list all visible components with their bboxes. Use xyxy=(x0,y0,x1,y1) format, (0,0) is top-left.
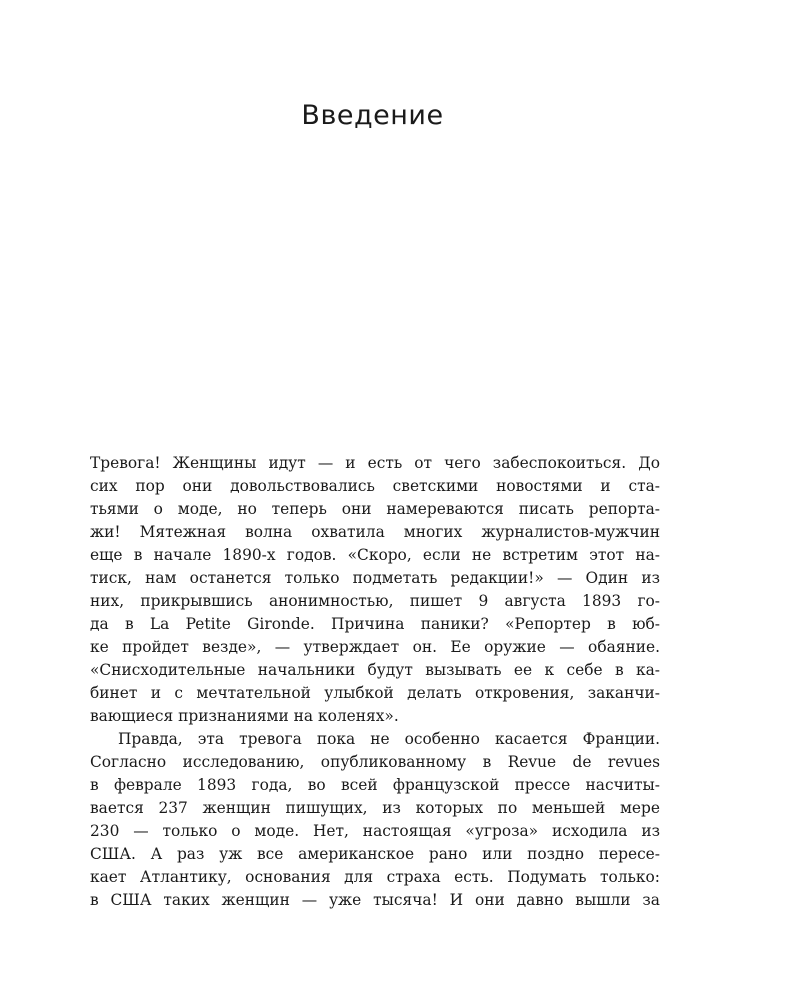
text-line: ке пройдет везде», — утверждает он. Ее оружие — обаяние. xyxy=(90,638,660,656)
text-line: тьями о моде, но теперь они намереваются писать репорта- xyxy=(90,500,660,518)
text-line: бинет и с мечтательной улыбкой делать откровения, заканчи- xyxy=(90,684,660,702)
text-line: в феврале 1893 года, во всей французской прессе насчиты- xyxy=(90,776,660,794)
text-line: в США таких женщин — уже тысяча! И они давно вышли за xyxy=(90,891,660,909)
text-line: да в La Petite Gironde. Причина паники? «Репортер в юб- xyxy=(90,615,660,633)
text-line: Тревога! Женщины идут — и есть от чего забеспокоиться. До xyxy=(90,454,660,472)
text-line: «Снисходительные начальники будут вызывать ее к себе в ка- xyxy=(90,661,660,679)
paragraph-2 xyxy=(90,728,660,912)
text-line: кает Атлантику, основания для страха есть. Подумать только: xyxy=(90,868,660,886)
paragraph-1 xyxy=(90,452,660,728)
text-line: 230 — только о моде. Нет, настоящая «угроза» исходила из xyxy=(90,822,660,840)
text-line: США. А раз уж все американское рано или поздно пересе- xyxy=(90,845,660,863)
text-line: вающиеся признаниями на коленях». xyxy=(90,707,399,725)
text-line: них, прикрывшись анонимностью, пишет 9 августа 1893 го- xyxy=(90,592,660,610)
text-line: Согласно исследованию, опубликованному в Revue de revues xyxy=(90,753,660,771)
text-line: вается 237 женщин пишущих, из которых по меньшей мере xyxy=(90,799,660,817)
text-line: сих пор они довольствовались светскими новостями и ста- xyxy=(90,477,660,495)
text-line: еще в начале 1890-х годов. «Скоро, если не встретим этот на- xyxy=(90,546,660,564)
text-line: жи! Мятежная волна охватила многих журналистов-мужчин xyxy=(90,523,660,541)
text-line: тиск, нам останется только подметать редакции!» — Один из xyxy=(90,569,660,587)
chapter-title: Введение xyxy=(301,100,444,131)
text-line: Правда, эта тревога пока не особенно касается Франции. xyxy=(118,730,660,748)
body-text xyxy=(90,452,660,912)
